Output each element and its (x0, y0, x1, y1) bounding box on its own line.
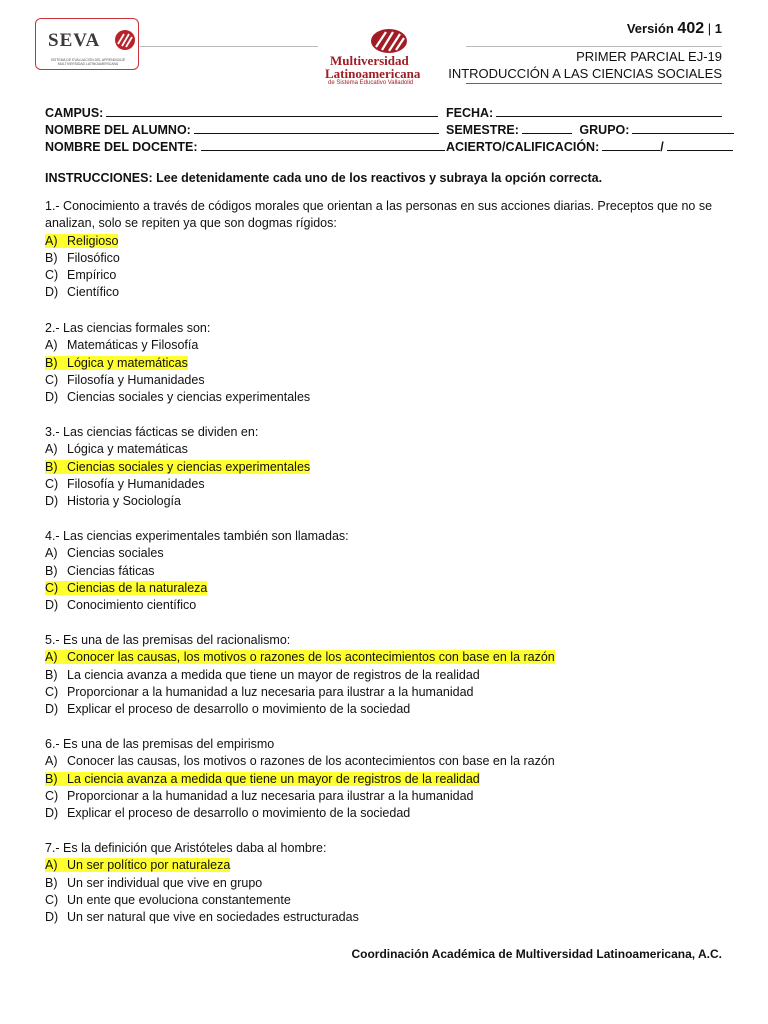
acierto-line[interactable] (602, 138, 660, 151)
option-content (45, 546, 164, 560)
acierto-label: ACIERTO/CALIFICACIÓN: (446, 140, 600, 154)
campus-field (45, 104, 438, 120)
version-number: 402 (677, 20, 705, 37)
option-letter: B) (45, 563, 58, 578)
option-content (45, 338, 198, 352)
option-content (45, 702, 410, 716)
header-rule-left (140, 46, 318, 47)
option-text: Proporcionar a la humanidad a luz necesaria para ilustrar a la humanidad (67, 788, 474, 803)
option-letter: A) (45, 858, 58, 873)
option-letter: A) (45, 442, 58, 457)
acierto-field (446, 138, 733, 154)
grupo-label: GRUPO: (579, 123, 630, 137)
option-content (45, 390, 310, 404)
highlighted-answer (45, 581, 207, 595)
option-text: Un ser individual que vive en grupo (67, 875, 263, 890)
option-content (45, 668, 480, 682)
option-c[interactable] (45, 267, 730, 284)
question-stem: 6.- Es una de las premisas del empirismo (45, 737, 275, 751)
option-a[interactable] (45, 753, 730, 770)
option-letter: C) (45, 268, 59, 283)
option-letter: D) (45, 806, 59, 821)
option-letter: B) (45, 771, 58, 786)
option-a[interactable] (45, 337, 730, 354)
highlighted-answer (45, 460, 310, 474)
option-letter: D) (45, 494, 59, 509)
option-letter: B) (45, 667, 58, 682)
semestre-line[interactable] (522, 121, 572, 134)
option-text: Matemáticas y Filosofía (67, 338, 199, 353)
acierto-slash: / (660, 140, 664, 154)
question-stem: 3.- Las ciencias fácticas se dividen en: (45, 425, 259, 439)
exam-title: PRIMER PARCIAL EJ-19 (576, 49, 722, 64)
option-a[interactable] (45, 233, 730, 250)
option-letter: A) (45, 650, 58, 665)
version-indicator (627, 20, 722, 38)
question-7 (45, 840, 730, 926)
option-letter: B) (45, 250, 58, 265)
option-text: Ciencias sociales y ciencias experimentales (67, 390, 311, 405)
option-text: Conocer las causas, los motivos o razones de los acontecimientos con base en la razón (67, 754, 555, 769)
highlighted-answer (45, 650, 555, 664)
fecha-line[interactable] (496, 104, 722, 117)
option-a[interactable] (45, 441, 730, 458)
alumno-line[interactable] (194, 121, 439, 134)
option-text: Un ser natural que vive en sociedades estructuradas (67, 910, 359, 925)
question-2 (45, 320, 730, 406)
option-letter: D) (45, 285, 59, 300)
question-4 (45, 528, 730, 614)
option-text: Lógica y matemáticas (67, 355, 188, 370)
option-text: Proporcionar a la humanidad a luz necesaria para ilustrar a la humanidad (67, 684, 474, 699)
docente-field (45, 138, 445, 154)
semestre-grupo-field (446, 121, 734, 137)
question-stem: 4.- Las ciencias experimentales también son llamadas: (45, 529, 349, 543)
option-a[interactable] (45, 649, 730, 666)
option-d[interactable] (45, 389, 730, 406)
option-text: Un ente que evoluciona constantemente (67, 892, 291, 907)
semestre-label: SEMESTRE: (446, 123, 519, 137)
option-a[interactable] (45, 545, 730, 562)
option-content (45, 494, 181, 508)
option-letter: A) (45, 233, 58, 248)
option-c[interactable] (45, 892, 730, 909)
seva-emblem-icon (114, 29, 136, 56)
option-content (45, 442, 188, 456)
option-content (45, 598, 196, 612)
option-text: Filosofía y Humanidades (67, 372, 205, 387)
option-text: Conocer las causas, los motivos o razones de los acontecimientos con base en la razón (67, 650, 555, 665)
option-content (45, 373, 205, 387)
option-letter: A) (45, 546, 58, 561)
option-c[interactable] (45, 788, 730, 805)
footer-credit: Coordinación Académica de Multiversidad Latinoamericana, A.C. (351, 947, 722, 961)
option-c[interactable] (45, 372, 730, 389)
seva-logo-subtitle: SISTEMA DE EVALUACIÓN DEL APRENDIZAJE MULTIVERSIDAD LATINOAMERICANA (50, 58, 126, 66)
option-content (45, 789, 474, 803)
page-separator: | (707, 21, 712, 36)
option-content (45, 893, 291, 907)
option-letter: A) (45, 338, 58, 353)
option-content (45, 876, 262, 890)
option-letter: B) (45, 459, 58, 474)
highlighted-answer (45, 772, 480, 786)
grupo-line[interactable] (632, 121, 734, 134)
option-text: Empírico (67, 268, 117, 283)
institution-name-line3: de Sistema Educativo Valladolid (328, 80, 414, 86)
option-text: Ciencias fáticas (67, 563, 155, 578)
option-letter: D) (45, 910, 59, 925)
option-content (45, 564, 155, 578)
institution-name-line1: Multiversidad (330, 53, 409, 68)
option-letter: C) (45, 684, 59, 699)
version-label: Versión (626, 21, 674, 36)
option-b[interactable] (45, 875, 730, 892)
calificacion-line[interactable] (667, 138, 733, 151)
highlighted-answer (45, 234, 118, 248)
option-text: Explicar el proceso de desarrollo o movimiento de la sociedad (67, 702, 411, 717)
option-c[interactable] (45, 476, 730, 493)
option-letter: D) (45, 598, 59, 613)
option-b[interactable] (45, 459, 730, 476)
option-d[interactable] (45, 493, 730, 510)
question-stem: 5.- Es una de las premisas del racionalismo: (45, 633, 291, 647)
option-letter: D) (45, 702, 59, 717)
option-c[interactable] (45, 684, 730, 701)
option-b[interactable] (45, 667, 730, 684)
option-text: Ciencias sociales y ciencias experimentales (67, 459, 311, 474)
option-content (45, 477, 205, 491)
option-text: Religioso (67, 233, 119, 248)
option-letter: B) (45, 875, 58, 890)
header-rule-right (466, 46, 722, 47)
docente-line[interactable] (201, 138, 445, 151)
alumno-label: NOMBRE DEL ALUMNO: (45, 123, 191, 137)
option-d[interactable] (45, 805, 730, 822)
option-d[interactable] (45, 701, 730, 718)
campus-label: CAMPUS: (45, 106, 104, 120)
option-letter: C) (45, 892, 59, 907)
option-d[interactable] (45, 597, 730, 614)
option-content (45, 910, 359, 924)
seva-logo (35, 18, 139, 70)
question-5 (45, 632, 730, 718)
question-6 (45, 736, 730, 822)
question-stem: 7.- Es la definición que Aristóteles daba al hombre: (45, 841, 327, 855)
option-text: Conocimiento científico (67, 598, 197, 613)
option-content (45, 285, 119, 299)
option-letter: C) (45, 788, 59, 803)
alumno-field (45, 121, 439, 137)
option-content (45, 806, 410, 820)
highlighted-answer (45, 356, 188, 370)
option-content (45, 754, 555, 768)
option-text: Un ser político por naturaleza (67, 858, 231, 873)
option-letter: D) (45, 390, 59, 405)
question-stem: 1.- Conocimiento a través de códigos morales que orientan a las personas en sus acciones diarias. Preceptos que no se analizan, solo se repiten ya que son dogmas rígidos: (45, 199, 713, 231)
option-b[interactable] (45, 771, 730, 788)
option-b[interactable] (45, 355, 730, 372)
option-text: Explicar el proceso de desarrollo o movimiento de la sociedad (67, 806, 411, 821)
page-number: 1 (714, 21, 722, 36)
institution-name-line2: Latinoamericana (325, 66, 421, 81)
option-d[interactable] (45, 284, 730, 301)
option-c[interactable] (45, 580, 730, 597)
question-1 (45, 198, 730, 302)
option-text: Científico (67, 285, 120, 300)
instructions: INSTRUCCIONES: Lee detenidamente cada uno de los reactivos y subraya la opción correcta. (45, 171, 603, 185)
question-3 (45, 424, 730, 510)
highlighted-answer (45, 858, 230, 872)
option-content (45, 251, 120, 265)
fecha-label: FECHA: (446, 106, 494, 120)
option-letter: C) (45, 372, 59, 387)
option-text: La ciencia avanza a medida que tiene un mayor de registros de la realidad (67, 771, 480, 786)
option-content (45, 268, 116, 282)
docente-label: NOMBRE DEL DOCENTE: (45, 140, 198, 154)
fecha-field (446, 104, 722, 120)
subject-underline (466, 83, 722, 84)
option-text: Filosofía y Humanidades (67, 476, 205, 491)
option-b[interactable] (45, 250, 730, 267)
option-text: Ciencias de la naturaleza (67, 580, 208, 595)
option-letter: C) (45, 476, 59, 491)
option-text: Lógica y matemáticas (67, 442, 188, 457)
option-content (45, 685, 474, 699)
option-text: Historia y Sociología (67, 494, 181, 509)
question-stem: 2.- Las ciencias formales son: (45, 321, 211, 335)
subject-title: INTRODUCCIÓN A LAS CIENCIAS SOCIALES (448, 66, 722, 81)
option-text: La ciencia avanza a medida que tiene un mayor de registros de la realidad (67, 667, 480, 682)
option-b[interactable] (45, 563, 730, 580)
seva-logo-text: SEVA (48, 30, 101, 51)
option-letter: B) (45, 355, 58, 370)
option-letter: A) (45, 754, 58, 769)
option-d[interactable] (45, 909, 730, 926)
option-a[interactable] (45, 857, 730, 874)
option-text: Filosófico (67, 250, 120, 265)
option-text: Ciencias sociales (67, 546, 164, 561)
option-letter: C) (45, 580, 59, 595)
campus-line[interactable] (106, 104, 438, 117)
